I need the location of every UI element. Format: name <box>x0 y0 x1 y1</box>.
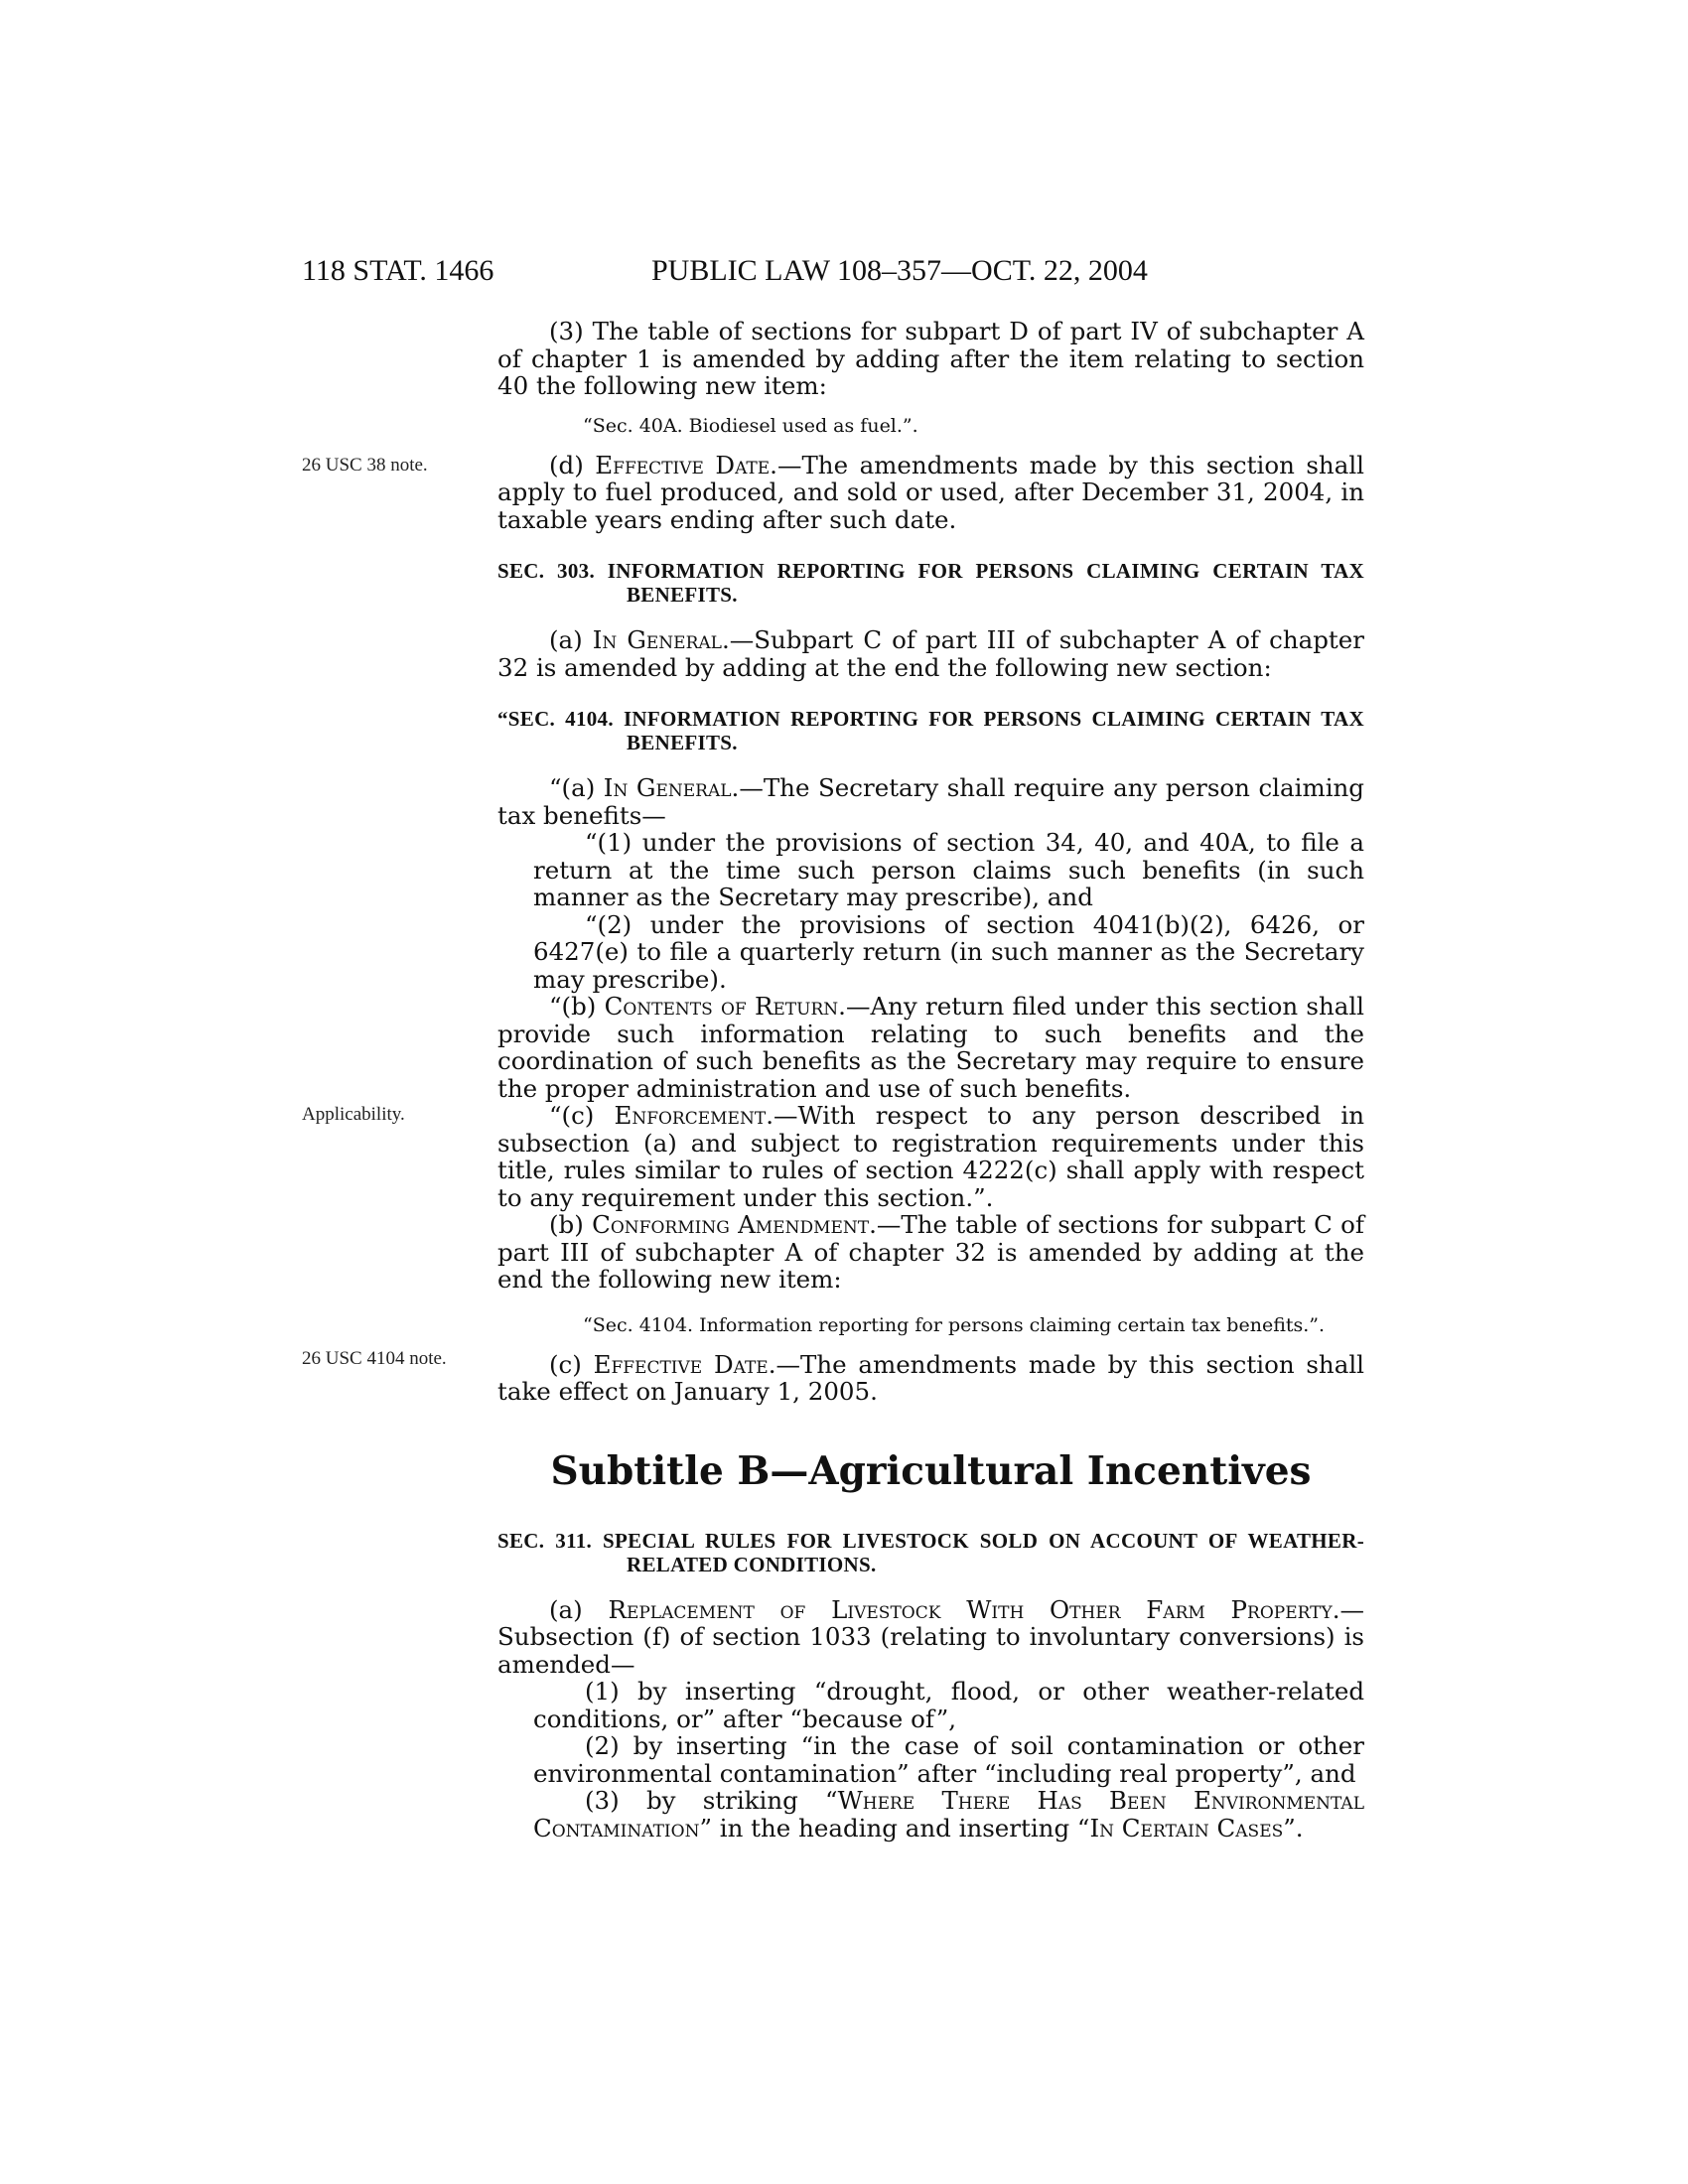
caps-in-certain-cases: In Certain Cases <box>1089 1813 1284 1843</box>
caps-conforming-amendment: Conforming Amendment <box>592 1210 870 1239</box>
margin-note-26-usc-4104: 26 USC 4104 note. <box>302 1348 447 1369</box>
sec-303-heading: SEC. 303. INFORMATION REPORTING FOR PERSONS CLAIMING CERTAIN TAX BENEFITS. <box>497 559 1364 607</box>
caps-contents-of-return: Contents of Return <box>604 992 839 1021</box>
caps-environmental-contamination: Where There Has Been Environmental Contamination <box>533 1786 1364 1843</box>
table-item-sec-40a: “Sec. 40A. Biodiesel used as fuel.”. <box>583 414 918 437</box>
paragraph-c3: (3) The table of sections for subpart D of part IV of subchapter A of chapter 1 is amended by adding after the item relating to section 40 the following new item: <box>497 317 1364 400</box>
main-text <box>497 318 1364 1842</box>
text-311a3-pre: (3) by striking “ <box>585 1786 838 1815</box>
paragraph-311-a <box>497 1596 1364 1679</box>
page-header <box>302 254 1364 294</box>
margin-note-26-usc-38: 26 USC 38 note. <box>302 455 428 476</box>
label-qb: “(b) <box>549 992 605 1021</box>
paragraph-quoted-a-1: “(1) under the provisions of section 34, 40, and 40A, to file a return at the time such person claims such benefits (in such manner as the Secretary may prescribe), and <box>533 828 1364 911</box>
label-b: (b) <box>549 1210 593 1239</box>
caps-qa-in-general: In General <box>603 773 732 802</box>
subtitle-heading: Subtitle B—Agricultural Incentives <box>550 1447 1312 1494</box>
label-a: (a) <box>549 625 593 654</box>
caps-enforcement: Enforcement <box>614 1101 767 1130</box>
caps-in-general: In General <box>592 625 722 654</box>
paragraph-311-a-2: (2) by inserting “in the case of soil contamination or other environmental contamination” after “including real property”, and <box>533 1731 1364 1788</box>
text-311a3-post: ”. <box>1283 1813 1304 1843</box>
table-item-sec-4104: “Sec. 4104. Information reporting for persons claiming certain tax benefits.”. <box>583 1313 1326 1336</box>
text-qc: .—With respect to any person described in subsection (a) and subject to registration requirements under this title, rules similar to rules of section 4222(c) shall apply with respect to any requirement under this section.”. <box>497 1101 1364 1212</box>
label-311a: (a) <box>549 1594 609 1624</box>
paragraph-a-in-general <box>497 626 1364 681</box>
text-qb: .—Any return filed under this section shall provide such information relating to such benefits and the coordination of such benefits as the Secretary may require to ensure the proper administration and use of such benefits. <box>497 992 1364 1103</box>
text-a: .—Subpart C of part III of subchapter A of chapter 32 is amended by adding at the end the following new section: <box>497 625 1364 682</box>
paragraph-c-effective-date <box>497 1351 1364 1406</box>
public-law-citation: PUBLIC LAW 108–357—OCT. 22, 2004 <box>651 254 1148 287</box>
text-311a3-mid: ” in the heading and inserting “ <box>699 1813 1090 1843</box>
caps-effective-date: Effective Date <box>595 450 771 479</box>
paragraph-311-a-1: (1) by inserting “drought, flood, or other weather-related conditions, or” after “because of”, <box>533 1677 1364 1733</box>
text-c: .—The amendments made by this section shall take effect on January 1, 2005. <box>497 1349 1364 1406</box>
caps-replacement-of-livestock: Replacement of Livestock With Other Farm Property <box>608 1594 1333 1624</box>
paragraph-quoted-b <box>497 993 1364 1102</box>
paragraph-d-effective-date <box>497 452 1364 534</box>
text-d: .—The amendments made by this section shall apply to fuel produced, and sold or used, after December 31, 2004, in taxable years ending after such date. <box>497 450 1364 534</box>
paragraph-quoted-c <box>497 1102 1364 1211</box>
margin-note-applicability: Applicability. <box>302 1104 405 1125</box>
paragraph-311-a-3 <box>497 1787 1364 1842</box>
text-311a: .—Subsection (f) of section 1033 (relating to involuntary conversions) is amended— <box>497 1594 1364 1679</box>
paragraph-quoted-a <box>497 774 1364 829</box>
label-qa: “(a) <box>549 773 604 802</box>
label-d: (d) <box>549 450 596 479</box>
sec-311-heading: SEC. 311. SPECIAL RULES FOR LIVESTOCK SOLD ON ACCOUNT OF WEATHER-RELATED CONDITIONS. <box>497 1528 1364 1576</box>
label-c: (c) <box>549 1349 594 1379</box>
paragraph-b-conforming <box>497 1211 1364 1294</box>
sec-4104-heading: “SEC. 4104. INFORMATION REPORTING FOR PERSONS CLAIMING CERTAIN TAX BENEFITS. <box>497 707 1364 754</box>
paragraph-quoted-a-2: “(2) under the provisions of section 4041(b)(2), 6426, or 6427(e) to file a quarterly return (in such manner as the Secretary may prescribe). <box>533 909 1364 994</box>
text-b: .—The table of sections for subpart C of part III of subchapter A of chapter 32 is amended by adding at the end the following new item: <box>497 1210 1364 1294</box>
text-qa: .—The Secretary shall require any person claiming tax benefits— <box>497 773 1364 830</box>
caps-c-effective-date: Effective Date <box>593 1349 769 1379</box>
stat-page-number: 118 STAT. 1466 <box>302 254 494 287</box>
label-qc: “(c) <box>549 1101 615 1130</box>
